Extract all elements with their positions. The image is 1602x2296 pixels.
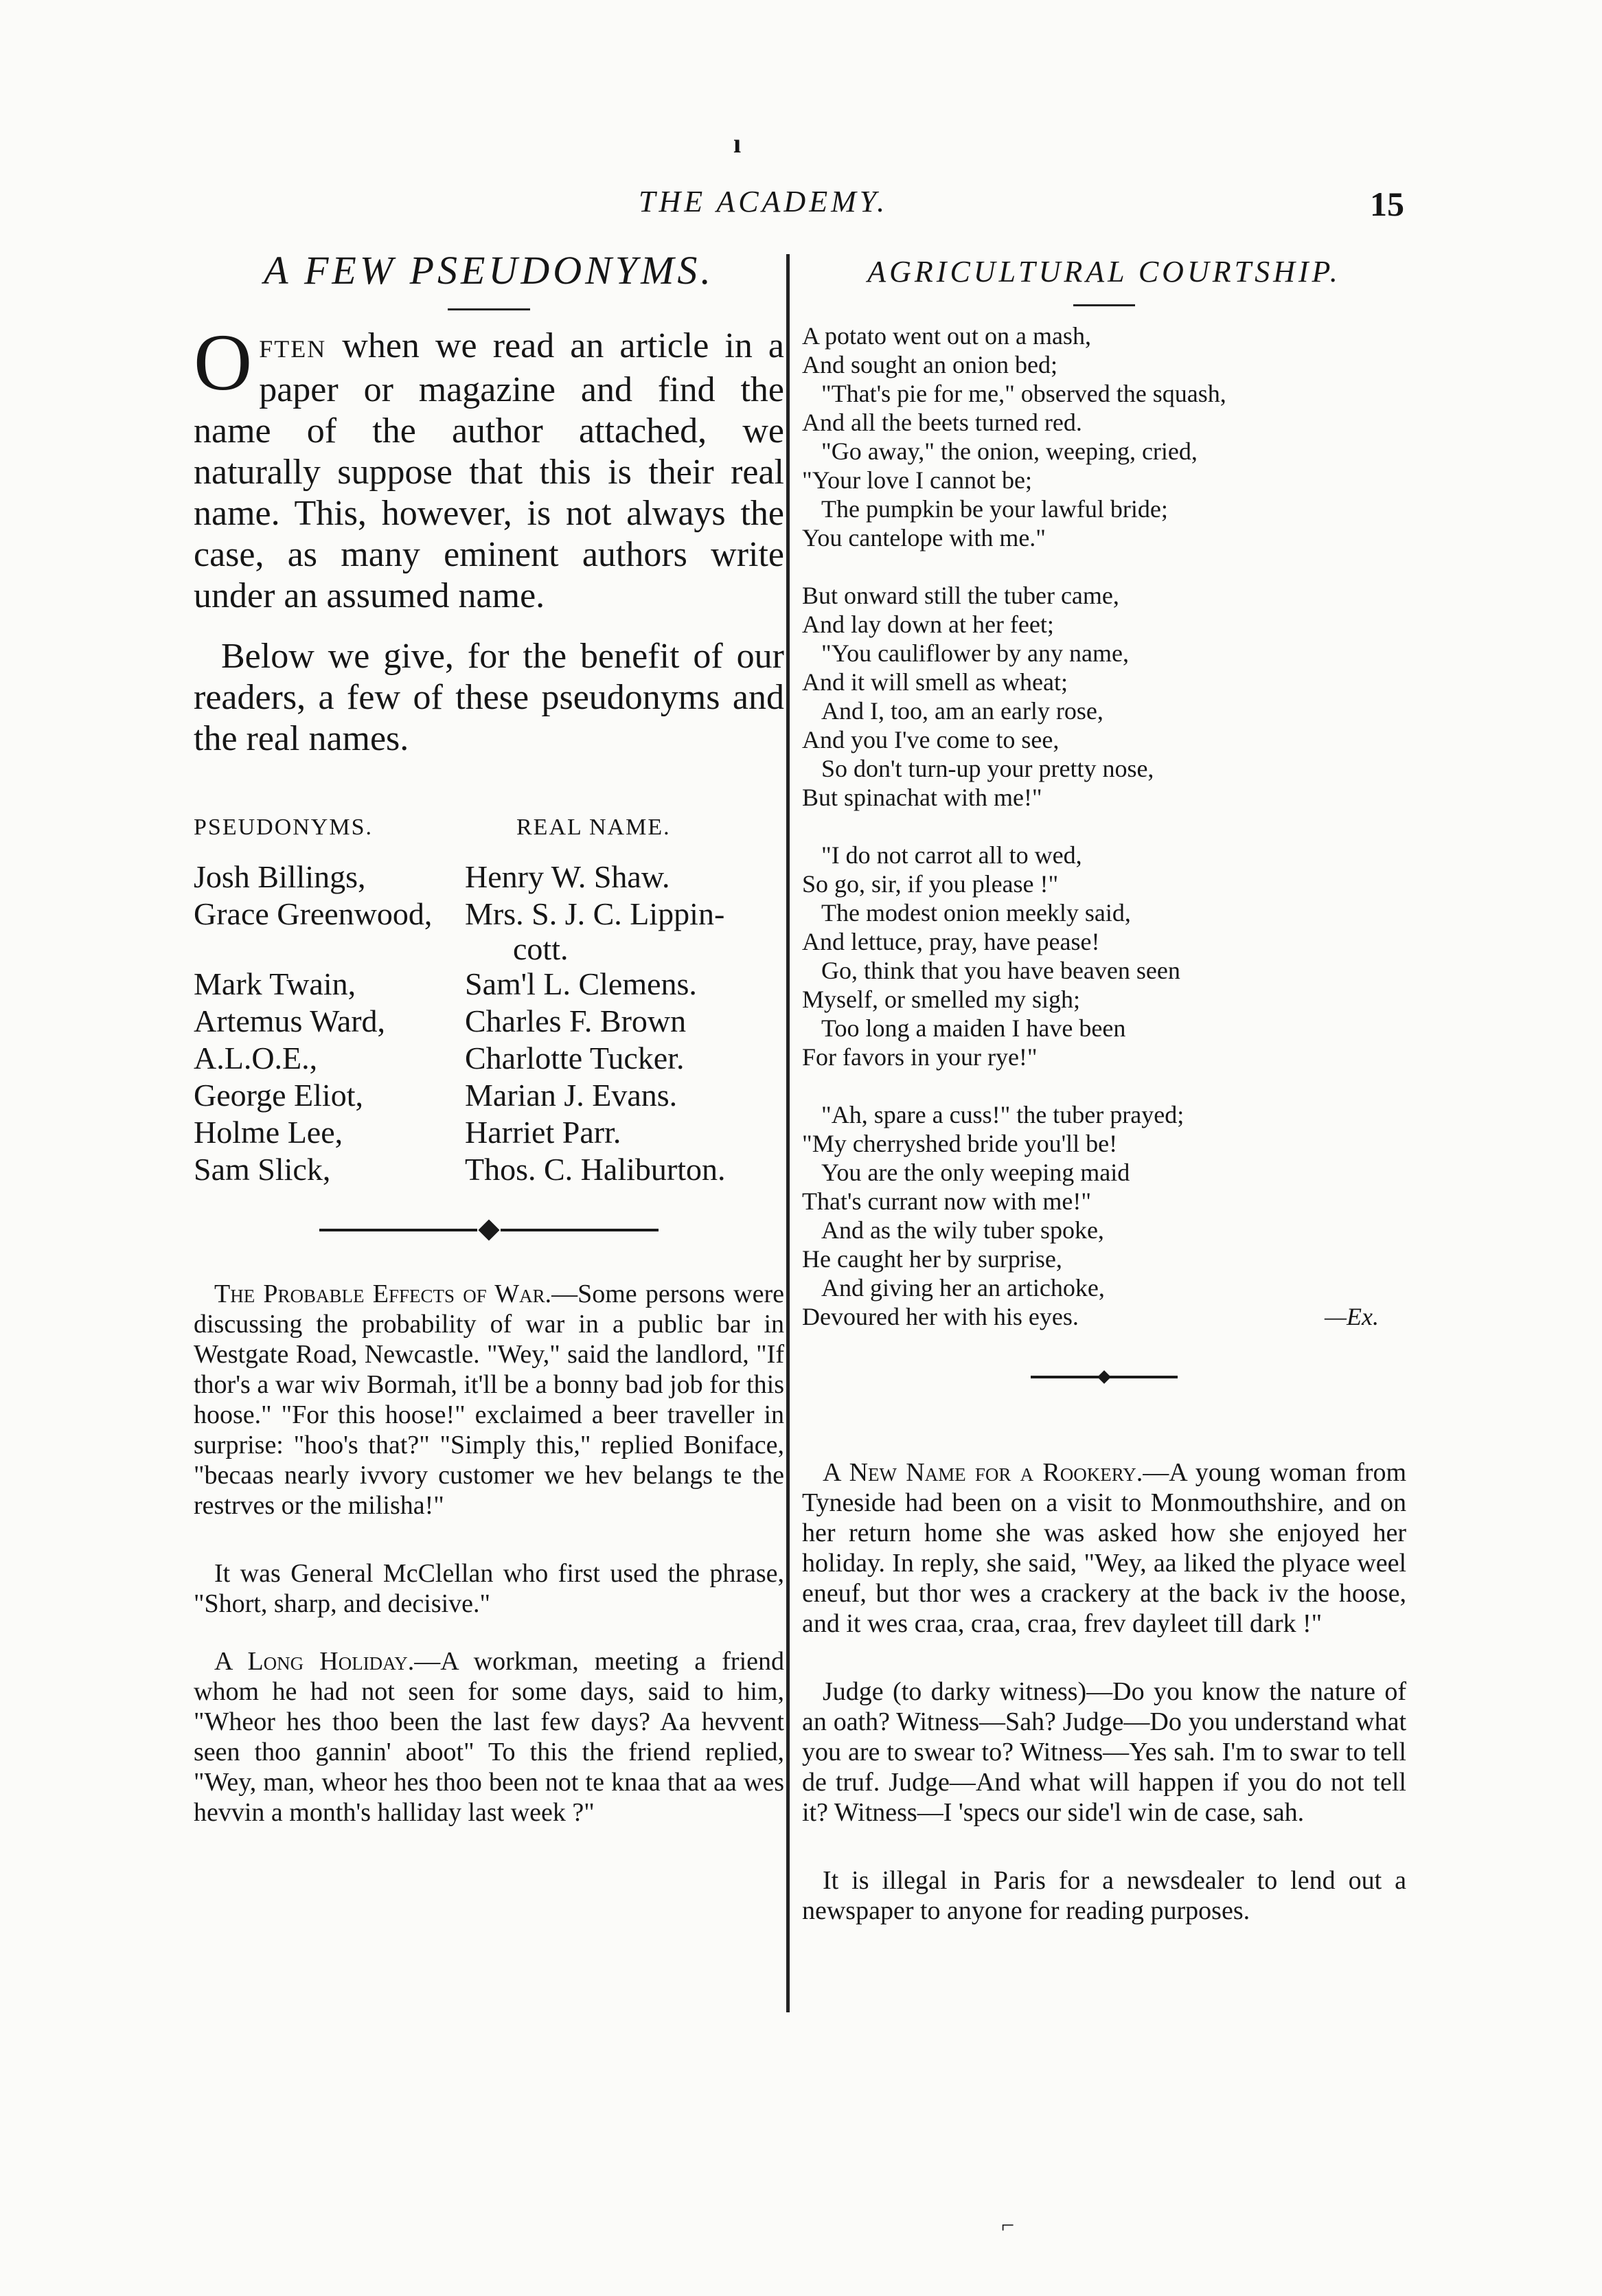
title-rule <box>1073 304 1135 306</box>
pseudonym-cell: Holme Lee, <box>194 1115 343 1150</box>
poem-stanza <box>802 581 1406 812</box>
war-item-heading: The Probable Effects of War. <box>214 1280 552 1308</box>
poem-line: "Ah, spare a cuss!" the tuber prayed; <box>821 1101 1185 1128</box>
divider-diamond <box>1097 1370 1111 1384</box>
poem-line: For favors in your rye!" <box>802 1043 1038 1071</box>
poem-line: So don't turn-up your pretty nose, <box>821 755 1154 782</box>
real-name-cell: Charles F. Brown <box>465 1003 687 1038</box>
poem-line: He caught her by surprise, <box>802 1245 1062 1273</box>
right-column <box>802 247 1406 1953</box>
real-name-cell: Marian J. Evans. <box>465 1078 678 1113</box>
pseudonym-table-header <box>194 815 784 841</box>
mcclellan-item: It was General McClellan who first used the phrase, "Short, sharp, and decisive." <box>194 1559 784 1618</box>
table-row <box>194 1114 784 1151</box>
holiday-item-body: —A workman, meeting a friend whom he had not seen for some days, said to him, "Wheor hes thoo been the last few days? Aa hevvent seen thoo gannin' aboot" To this the friend replied, "Wey, man, wheor hes thoo been not te knaa that aa wes hevvin a month's halliday last week ?" <box>194 1647 785 1827</box>
table-row <box>194 859 784 896</box>
col-header-pseudonyms: PSEUDONYMS. <box>194 815 373 840</box>
pseudonym-table <box>194 815 784 1188</box>
left-column <box>194 247 784 1855</box>
rookery-item-heading: A New Name for a Rookery. <box>823 1458 1143 1487</box>
poem-line: And lay down at her feet; <box>802 611 1054 638</box>
war-item-body: —Some persons were discussing the probability of war in a public bar in Westgate Road, Newcastle. "Wey," said the landlord, "If thor's a war wiv Bormah, it'll be a bonny bad job for this hoose." "For this hoose!" exclaimed a beer traveller in surprise: "hoo's that?" "Simply this," replied Boniface, "becaas nearly ivvory customer we hev belangs te the restrves or the milisha!" <box>194 1280 784 1520</box>
pseudonym-cell: Artemus Ward, <box>194 1003 386 1038</box>
real-name-cell: Harriet Parr. <box>465 1115 621 1150</box>
intro-paragraph-1 <box>194 317 785 617</box>
real-name-cell: Mrs. S. J. C. Lippin- <box>465 896 725 931</box>
poem-line: But onward still the tuber came, <box>802 582 1119 609</box>
poem-line: But spinachat with me!" <box>802 784 1042 811</box>
poem-stanza <box>802 841 1406 1071</box>
poem-line: And it will smell as wheat; <box>802 668 1068 696</box>
poem-line: You are the only weeping maid <box>821 1159 1130 1186</box>
poem-line: And lettuce, pray, have pease! <box>802 928 1100 955</box>
poem-line: That's currant now with me!" <box>802 1187 1092 1215</box>
pseudonym-cell: Sam Slick, <box>194 1152 331 1187</box>
pseudonyms-intro <box>194 317 785 760</box>
poem-line: "Go away," the onion, weeping, cried, <box>821 437 1198 465</box>
poem-stanza <box>802 1100 1406 1331</box>
poem-source: —Ex. <box>1325 1303 1379 1330</box>
poem-line: And you I've come to see, <box>802 726 1060 753</box>
column-divider <box>786 254 790 2012</box>
pseudonym-cell: Mark Twain, <box>194 966 356 1001</box>
poem-stanza <box>802 321 1406 552</box>
war-item <box>194 1279 784 1521</box>
drop-cap: O <box>194 317 253 407</box>
real-name-continuation: cott. <box>513 931 569 966</box>
poem-line: And giving her an artichoke, <box>821 1274 1105 1302</box>
title-rule <box>448 308 530 310</box>
poem-line: You cantelope with me." <box>802 524 1046 552</box>
section-ornament <box>194 1223 784 1238</box>
poem-line: "That's pie for me," observed the squash, <box>821 380 1226 407</box>
pseudonym-cell: A.L.O.E., <box>194 1041 318 1076</box>
table-row <box>194 1151 784 1188</box>
table-row <box>194 966 784 1003</box>
page-number: 15 <box>1370 185 1404 223</box>
table-row <box>194 1077 784 1114</box>
intro-paragraph-2: Below we give, for the benefit of our readers, a few of these pseudonyms and the real names. <box>194 637 784 758</box>
poem-line: Devoured her with his eyes. <box>802 1303 1079 1330</box>
poem-line: Myself, or smelled my sigh; <box>802 986 1080 1013</box>
pseudonym-cell: George Eliot, <box>194 1078 363 1113</box>
poem-line: "My cherryshed bride you'll be! <box>802 1130 1118 1157</box>
courtship-poem <box>802 321 1406 1331</box>
poem-line: The modest onion meekly said, <box>821 899 1131 927</box>
bottom-page-mark: ⌐ <box>1001 2213 1015 2238</box>
holiday-item-heading: A Long Holiday. <box>214 1647 415 1676</box>
real-name-cell: Thos. C. Haliburton. <box>465 1152 726 1187</box>
ornament-diamond <box>478 1219 499 1240</box>
real-name-cell: Sam'l L. Clemens. <box>465 966 697 1001</box>
poem-line: "I do not carrot all to wed, <box>821 841 1082 869</box>
paris-item: It is illegal in Paris for a newsdealer to lend out a newspaper to anyone for reading purposes. <box>802 1866 1406 1925</box>
intro-text-1: when we read an article in a paper or magazine and find the name of the author attached, we naturally suppose that this is their real name. This, however, is not always the case, as many eminent authors write under an assumed name. <box>194 326 785 615</box>
col-header-real-name: REAL NAME. <box>516 815 671 840</box>
running-title: THE ACADEMY. <box>639 185 889 218</box>
poem-line: And sought an onion bed; <box>802 351 1057 378</box>
real-name-cell: Henry W. Shaw. <box>465 859 670 894</box>
table-row <box>194 1003 784 1040</box>
rookery-item <box>802 1457 1406 1639</box>
intro-first-word: FTEN <box>259 335 327 363</box>
table-row <box>194 896 784 933</box>
poem-line: Go, think that you have beaven seen <box>821 957 1180 984</box>
poem-line: Too long a maiden I have been <box>821 1014 1126 1042</box>
real-name-cell: Charlotte Tucker. <box>465 1041 685 1076</box>
pseudonym-cell: Grace Greenwood, <box>194 896 433 931</box>
poem-line: A potato went out on a mash, <box>802 322 1091 350</box>
section-divider <box>802 1372 1406 1382</box>
poem-line: "Your love I cannot be; <box>802 466 1032 494</box>
poem-line: So go, sir, if you please !" <box>802 870 1059 898</box>
rookery-item-body: —A young woman from Tyneside had been on a visit to Monmouthshire, and on her return home she was asked how she enjoyed her holiday. In reply, she said, "Wey, aa liked the plyace weel eneuf, but thor wes a crackery at the back iv the hoose, and it wes craa, craa, craa, frev dayleet till dark !" <box>802 1458 1406 1638</box>
pseudonyms-title: A FEW PSEUDONYMS. <box>264 248 714 293</box>
pseudonym-cell: Josh Billings, <box>194 859 366 894</box>
poem-last-line <box>802 1302 1406 1331</box>
poem-line: And as the wily tuber spoke, <box>821 1216 1104 1244</box>
poem-line: "You cauliflower by any name, <box>821 639 1129 667</box>
table-row <box>194 1040 784 1077</box>
courtship-title: AGRICULTURAL COURTSHIP. <box>867 255 1341 288</box>
poem-line: And I, too, am an early rose, <box>821 697 1103 725</box>
top-page-mark: ı <box>733 128 742 159</box>
poem-line: The pumpkin be your lawful bride; <box>821 495 1168 523</box>
poem-line: And all the beets turned red. <box>802 409 1082 436</box>
holiday-item <box>194 1646 784 1828</box>
judge-item: Judge (to darky witness)—Do you know the nature of an oath? Witness—Sah? Judge—Do you understand what you are to swear to? Witness—Yes sah. I'm to swar to tell de truf. Judge—And what will happen if you do not tell it? Witness—I 'specs our side'l win de case, sah. <box>802 1677 1406 1827</box>
